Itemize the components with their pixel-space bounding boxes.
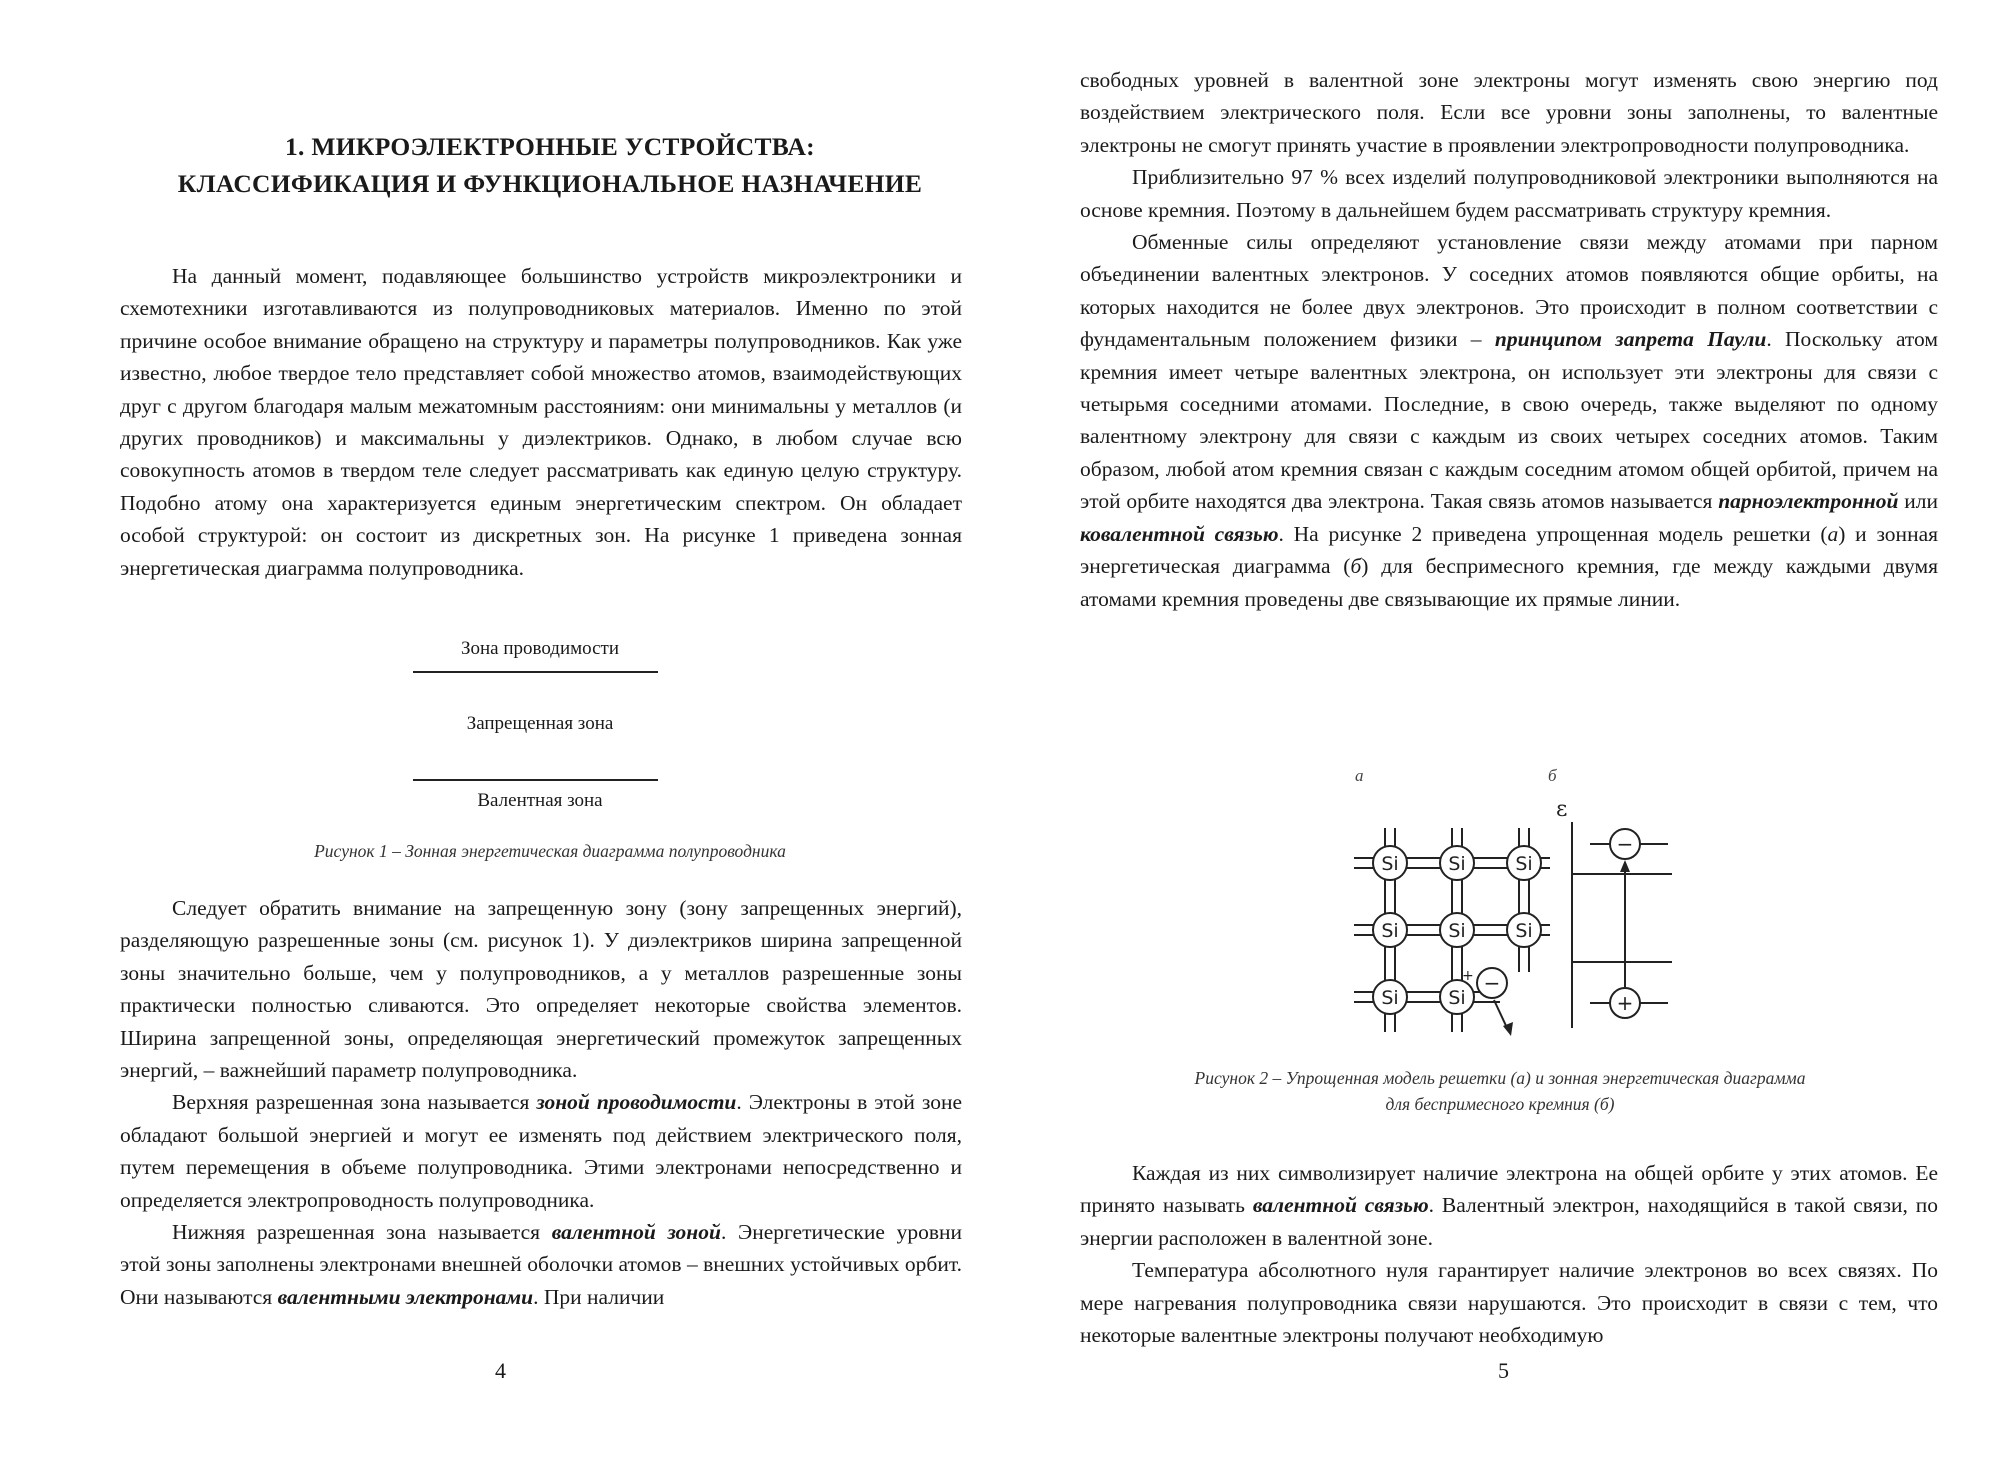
conduction-band-label: Зона проводимости [460,638,620,659]
term-valence-bond: валентной связью [1252,1193,1429,1218]
silicon-paragraph: Приблизительно 97 % всех изделий полупроводниковой электроники выполняются на основе кремния. Поэтому в дальнейшем будем рассматривать структуру кремния. [1080,165,1938,222]
chapter-title-line-2: КЛАССИФИКАЦИЯ И ФУНКЦИОНАЛЬНОЕ НАЗНАЧЕНИЕ [177,169,923,198]
term-conduction-band: зоной проводимости [536,1090,737,1115]
broken-bond-hole-sign: + [1462,968,1474,984]
text-run: . Электроны в этой зоне обладают большой энергией и могут ее изменять под действием электрического поля, путем перемещения в объеме полупроводника. Этими электронами непосредственно и определяется электропроводность полупроводника. [120,1090,963,1212]
silicon-atom-label: Si [1381,853,1399,875]
intro-text [120,260,962,584]
text-run: или [1898,489,1938,514]
silicon-atom-label: Si [1448,853,1466,875]
figure-2-caption-line-1: Рисунок 2 – Упрощенная модель решетки (а) и зонная энергетическая диаграмма [1194,1068,1806,1088]
page-number-left: 4 [495,1358,506,1383]
figure-2-drawing [1350,800,1680,1040]
figure-2-caption [1100,1065,1900,1117]
intro-paragraph: На данный момент, подавляющее большинство устройств микроэлектроники и схемотехники изготавливаются из полупроводниковых материалов. Именно по этой причине особое внимание обращено на структуру и параметры полупроводников. Как уже известно, любое твердое тело представляет собой множество атомов, взаимодействующих друг с другом благодаря малым межатомным расстояниям: они минимальны у металлов (и других проводников) и максимальны у диэлектриков. Однако, в любом случае всю совокупность атомов в твердом теле следует рассматривать как единую целую структуру. Подобно атому она характеризуется единым энергетическим спектром. Он обладает особой структурой: он состоит из дискретных зон. На рисунке 1 приведена зонная энергетическая диаграмма полупроводника. [120,264,962,580]
paragraph-conduction-band [120,1086,962,1216]
energy-axis-symbol: ε [1556,800,1568,822]
chapter-title [150,128,950,202]
text-run: Верхняя разрешенная зона называется [172,1090,537,1115]
right-body-text-lower [1080,1157,1938,1351]
paragraph-forbidden-band: Следует обратить внимание на запрещенную зону (зону запрещенных энергий), разделяющую разрешенные зоны (см. рисунок 1). У диэлектриков ширина запрещенной зоны значительно больше, чем у полупроводников, а у металлов разрешенные зоны практически полностью сливаются. Это определяет некоторые свойства элементов. Ширина запрещенной зоны, определяющая энергетический промежуток запрещенных энергий, – важнейший параметр полупроводника. [120,896,962,1083]
conduction-band-line [413,671,658,673]
figure-1-caption: Рисунок 1 – Зонная энергетическая диаграмма полупроводника [314,841,786,861]
term-pair-electron: парноэлектронной [1718,489,1899,514]
text-run: Нижняя разрешенная зона называется [172,1220,552,1245]
silicon-atom-label: Si [1515,853,1533,875]
electron-sign: − [1616,832,1634,856]
silicon-atom-label: Si [1448,987,1466,1009]
term-covalent-bond: ковалентной связью [1080,521,1279,546]
free-electron-sign: − [1483,971,1501,995]
text-run: ) и зонная энергетическая диаграмма ( [1080,521,1939,579]
text-run: . При наличии [533,1284,665,1309]
temperature-paragraph: Температура абсолютного нуля гарантирует наличие электронов во всех связях. По мере нагревания полупроводника связи нарушаются. Это происходит в связи с тем, что некоторые валентные электроны получают необходимую [1080,1258,1938,1348]
hole-sign: + [1616,991,1634,1015]
text-run: . На рисунке 2 приведена упрощенная модель решетки ( [1278,521,1828,546]
text-run: . Валентный электрон, находящийся в такой связи, по энергии расположен в валентной зоне. [1080,1193,1939,1250]
figure-2-label-a: а [1355,766,1364,785]
figure-2-caption-line-2: для беспримесного кремния (б) [1385,1094,1615,1114]
continuation-paragraph: свободных уровней в валентной зоне электроны могут изменять свою энергию под воздействием электрического поля. Если все уровни зоны заполнены, то валентные электроны не смогут принять участие в проявлении электропроводности полупроводника. [1080,68,1938,157]
excitation-arrow-head [1620,860,1630,872]
term-valence-band: валентной зоной [551,1220,721,1245]
term-valence-electrons: валентными электронами [277,1284,534,1309]
paragraph-valence-band [120,1216,962,1313]
chapter-title-line-1: 1. МИКРОЭЛЕКТРОННЫЕ УСТРОЙСТВА: [285,132,815,161]
text-run: . Поскольку атом кремния имеет четыре валентных электрона, он использует эти электроны для связи с четырьмя соседними атомами. Последние, в свою очередь, также выделяют по одному валентному электрону для связи с каждым из своих четырех соседних атомов. Таким образом, любой атом кремния связан с каждым соседним атомом общей орбитой, причем на этой орбите находятся два электрона. Такая связь атомов называется [1080,327,1938,514]
silicon-atom-label: Si [1515,920,1533,942]
forbidden-band-label: Запрещенная зона [466,713,614,734]
ref-label-b: б [1350,554,1362,579]
figure-2-label-b: б [1548,766,1557,785]
page-number-right: 5 [1498,1358,1509,1383]
exchange-forces-paragraph [1080,226,1938,615]
valence-band-label: Валентная зона [477,790,603,811]
right-body-text [1080,64,1938,615]
text-run: ) для беспримесного кремния, где между каждыми двумя атомами кремния проведены две связывающие их прямые линии. [1080,554,1938,611]
term-pauli-principle: принципом запрета Паули [1494,327,1767,352]
valence-bond-paragraph [1080,1157,1938,1254]
lattice-atoms [1373,846,1541,1014]
valence-band-line [413,779,658,781]
text-run: . Энергетические уровни этой зоны заполнены электронами внешней оболочки атомов – внешних устойчивых орбит. Они называются [120,1220,962,1309]
left-body-text [120,892,962,1313]
ref-label-a: а [1827,521,1839,546]
silicon-atom-label: Si [1448,920,1466,942]
text-run: Обменные силы определяют установление связи между атомами при парном объединении валентных электронов. У соседних атомов появляются общие орбиты, на которых находится не более двух электронов. Это происходит в полном соответствии с фундаментальным положением физики – [1080,230,1938,352]
right-page [1000,0,2000,1475]
silicon-atom-label: Si [1381,920,1399,942]
text-run: Каждая из них символизирует наличие электрона на общей орбите у этих атомов. Ее принято называть [1080,1161,1938,1218]
silicon-atom-label: Si [1381,987,1399,1009]
